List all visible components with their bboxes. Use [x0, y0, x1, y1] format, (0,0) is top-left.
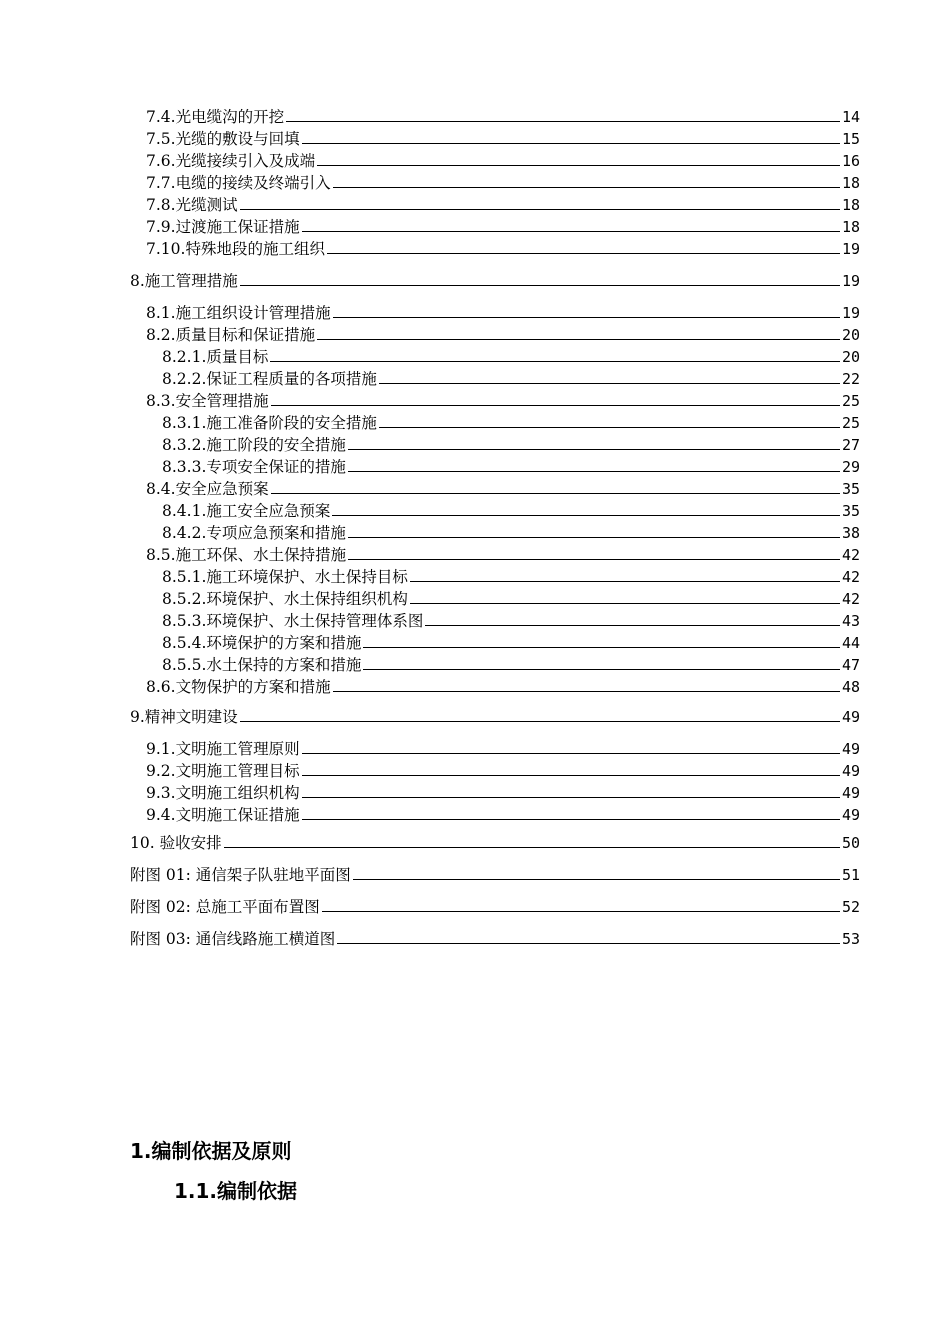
toc-entry-label: 8.5.2.环境保护、水土保持组织机构 — [162, 590, 408, 608]
toc-entry-page-number: 42 — [841, 546, 860, 564]
toc-entry[interactable] — [130, 706, 860, 728]
toc-entry-label: 8.1.施工组织设计管理措施 — [146, 304, 331, 322]
toc-entry-page-number: 52 — [841, 898, 860, 916]
toc-entry[interactable] — [146, 760, 860, 782]
toc-entry-page-number: 38 — [841, 524, 860, 542]
toc-leader-line — [240, 721, 840, 722]
toc-entry[interactable] — [146, 676, 860, 698]
toc-entry-label: 7.4.光电缆沟的开挖 — [146, 108, 285, 126]
toc-leader-line — [322, 911, 840, 912]
toc-leader-line — [410, 581, 840, 582]
toc-entry-page-number: 50 — [841, 834, 860, 852]
toc-entry[interactable] — [146, 804, 860, 826]
toc-entry-label: 8.5.1.施工环境保护、水土保持目标 — [162, 568, 408, 586]
toc-entry-page-number: 18 — [841, 174, 860, 192]
toc-leader-line — [333, 187, 840, 188]
toc-entry-page-number: 18 — [841, 218, 860, 236]
toc-entry[interactable] — [162, 500, 860, 522]
toc-leader-line — [348, 449, 840, 450]
toc-entry-label: 8.4.1.施工安全应急预案 — [162, 502, 331, 520]
toc-leader-line — [317, 165, 840, 166]
toc-entry[interactable] — [146, 106, 860, 128]
toc-entry-page-number: 25 — [841, 414, 860, 432]
toc-leader-line — [348, 471, 840, 472]
toc-leader-line — [271, 405, 840, 406]
toc-entry[interactable] — [146, 478, 860, 500]
toc-leader-line — [240, 209, 840, 210]
toc-entry[interactable] — [162, 632, 860, 654]
toc-leader-line — [302, 231, 840, 232]
toc-leader-line — [333, 317, 840, 318]
toc-leader-line — [348, 537, 840, 538]
toc-leader-line — [410, 603, 840, 604]
toc-entry-page-number: 20 — [841, 348, 860, 366]
toc-entry-page-number: 14 — [841, 108, 860, 126]
toc-entry-page-number: 49 — [841, 784, 860, 802]
toc-entry-label: 8.4.2.专项应急预案和措施 — [162, 524, 346, 542]
toc-entry[interactable] — [162, 434, 860, 456]
toc-entry-page-number: 19 — [841, 272, 860, 290]
toc-entry[interactable] — [146, 172, 860, 194]
toc-entry-label: 8.5.施工环保、水土保持措施 — [146, 546, 347, 564]
toc-entry-page-number: 42 — [841, 568, 860, 586]
toc-entry-label: 附图 02: 总施工平面布置图 — [130, 898, 320, 916]
toc-entry[interactable] — [162, 456, 860, 478]
toc-entry-label: 8.4.安全应急预案 — [146, 480, 269, 498]
toc-leader-line — [270, 361, 840, 362]
toc-entry-label: 9.4.文明施工保证措施 — [146, 806, 300, 824]
toc-entry[interactable] — [162, 368, 860, 390]
toc-leader-line — [353, 879, 840, 880]
toc-entry-label: 7.6.光缆接续引入及成端 — [146, 152, 316, 170]
toc-entry-label: 8.3.2.施工阶段的安全措施 — [162, 436, 346, 454]
toc-entry[interactable] — [146, 544, 860, 566]
toc-entry-page-number: 49 — [841, 740, 860, 758]
toc-entry-label: 附图 03: 通信线路施工横道图 — [130, 930, 336, 948]
toc-entry[interactable] — [162, 588, 860, 610]
toc-entry[interactable] — [130, 864, 860, 886]
toc-entry-label: 8.2.2.保证工程质量的各项措施 — [162, 370, 377, 388]
toc-entry[interactable] — [146, 216, 860, 238]
toc-entry-page-number: 19 — [841, 240, 860, 258]
toc-entry-label: 8.3.安全管理措施 — [146, 392, 269, 410]
toc-leader-line — [302, 753, 840, 754]
toc-entry-label: 8.5.5.水土保持的方案和措施 — [162, 656, 362, 674]
toc-entry-page-number: 22 — [841, 370, 860, 388]
toc-entry[interactable] — [146, 194, 860, 216]
toc-leader-line — [224, 847, 840, 848]
toc-entry-page-number: 49 — [841, 708, 860, 726]
toc-leader-line — [363, 669, 840, 670]
toc-leader-line — [348, 559, 840, 560]
toc-entry-label: 7.10.特殊地段的施工组织 — [146, 240, 325, 258]
toc-leader-line — [240, 285, 840, 286]
toc-entry[interactable] — [146, 302, 860, 324]
toc-entry-label: 8.2.质量目标和保证措施 — [146, 326, 316, 344]
toc-leader-line — [302, 143, 840, 144]
toc-leader-line — [425, 625, 840, 626]
toc-entry[interactable] — [146, 324, 860, 346]
toc-leader-line — [327, 253, 840, 254]
toc-leader-line — [337, 943, 840, 944]
toc-entry[interactable] — [162, 412, 860, 434]
toc-entry-label: 附图 01: 通信架子队驻地平面图 — [130, 866, 351, 884]
toc-entry-page-number: 51 — [841, 866, 860, 884]
toc-leader-line — [333, 691, 840, 692]
toc-leader-line — [302, 819, 840, 820]
toc-entry-page-number: 27 — [841, 436, 860, 454]
toc-entry[interactable] — [146, 128, 860, 150]
toc-entry-page-number: 18 — [841, 196, 860, 214]
toc-entry-label: 8.施工管理措施 — [130, 272, 238, 290]
toc-leader-line — [379, 383, 840, 384]
toc-entry-label: 8.6.文物保护的方案和措施 — [146, 678, 331, 696]
toc-entry-page-number: 53 — [841, 930, 860, 948]
toc-entry-label: 8.3.3.专项安全保证的措施 — [162, 458, 346, 476]
toc-leader-line — [379, 427, 840, 428]
toc-entry-page-number: 16 — [841, 152, 860, 170]
toc-entry-label: 9.1.文明施工管理原则 — [146, 740, 300, 758]
toc-entry-page-number: 15 — [841, 130, 860, 148]
toc-entry[interactable] — [130, 832, 860, 854]
toc-entry-page-number: 19 — [841, 304, 860, 322]
toc-entry-label: 9.3.文明施工组织机构 — [146, 784, 300, 802]
toc-entry-page-number: 48 — [841, 678, 860, 696]
toc-entry-label: 7.5.光缆的敷设与回填 — [146, 130, 300, 148]
toc-entry-label: 7.7.电缆的接续及终端引入 — [146, 174, 331, 192]
toc-entry[interactable] — [162, 610, 860, 632]
toc-leader-line — [302, 797, 840, 798]
toc-leader-line — [317, 339, 840, 340]
toc-entry-page-number: 20 — [841, 326, 860, 344]
toc-entry[interactable] — [130, 928, 860, 950]
toc-entry-page-number: 42 — [841, 590, 860, 608]
toc-entry-label: 9.精神文明建设 — [130, 708, 238, 726]
toc-entry[interactable] — [162, 654, 860, 676]
subsection-heading: 1.1.编制依据 — [174, 1179, 298, 1203]
toc-entry-label: 8.5.3.环境保护、水土保持管理体系图 — [162, 612, 424, 630]
toc-entry[interactable] — [146, 238, 860, 260]
toc-entry-label: 7.9.过渡施工保证措施 — [146, 218, 300, 236]
toc-entry-page-number: 25 — [841, 392, 860, 410]
toc-entry-label: 8.2.1.质量目标 — [162, 348, 269, 366]
toc-leader-line — [302, 775, 840, 776]
toc-entry[interactable] — [146, 782, 860, 804]
toc-entry[interactable] — [130, 896, 860, 918]
toc-leader-line — [363, 647, 840, 648]
toc-entry-label: 8.5.4.环境保护的方案和措施 — [162, 634, 362, 652]
toc-entry-page-number: 35 — [841, 480, 860, 498]
toc-entry-page-number: 35 — [841, 502, 860, 520]
toc-entry[interactable] — [130, 270, 860, 292]
toc-entry-label: 9.2.文明施工管理目标 — [146, 762, 300, 780]
toc-entry[interactable] — [162, 346, 860, 368]
toc-entry[interactable] — [162, 522, 860, 544]
toc-entry-page-number: 43 — [841, 612, 860, 630]
toc-entry-page-number: 44 — [841, 634, 860, 652]
toc-entry-page-number: 47 — [841, 656, 860, 674]
section-heading: 1.编制依据及原则 — [130, 1139, 292, 1163]
toc-entry[interactable] — [162, 566, 860, 588]
toc-leader-line — [271, 493, 840, 494]
toc-entry-page-number: 49 — [841, 806, 860, 824]
toc-entry-label: 8.3.1.施工准备阶段的安全措施 — [162, 414, 377, 432]
toc-entry-label: 7.8.光缆测试 — [146, 196, 238, 214]
toc-entry-label: 10. 验收安排 — [130, 834, 222, 852]
toc-entry-page-number: 29 — [841, 458, 860, 476]
toc-entry[interactable] — [146, 150, 860, 172]
toc-leader-line — [286, 121, 840, 122]
toc-entry[interactable] — [146, 738, 860, 760]
toc-entry-page-number: 49 — [841, 762, 860, 780]
toc-entry[interactable] — [146, 390, 860, 412]
toc-leader-line — [332, 515, 840, 516]
